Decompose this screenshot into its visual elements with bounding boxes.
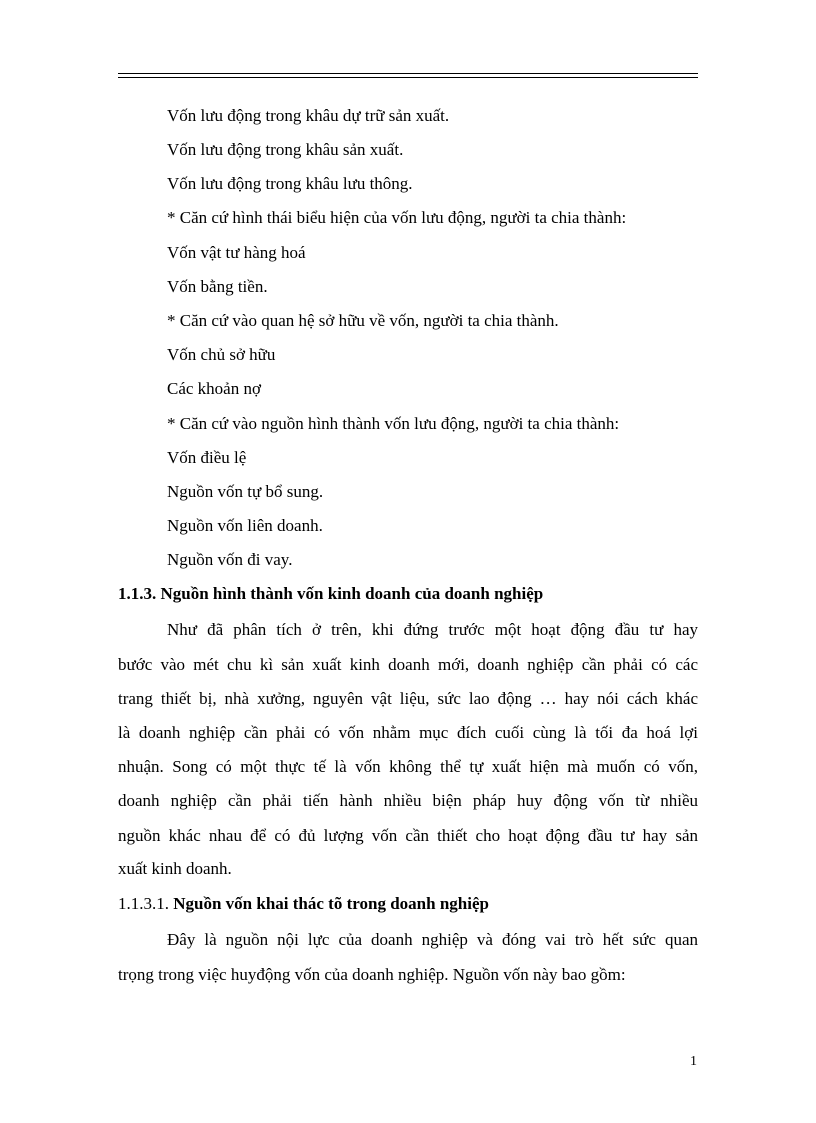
text-line: Nguồn vốn liên doanh. bbox=[167, 516, 323, 535]
text-line: * Căn cứ vào quan hệ sở hữu về vốn, người ta chia thành. bbox=[167, 311, 559, 330]
page-number: 1 bbox=[690, 1054, 697, 1069]
header-rule-bottom bbox=[118, 77, 698, 78]
paragraph-line: Đây là nguồn nội lực của doanh nghiệp và đóng vai trò hết sức quan bbox=[167, 930, 698, 949]
subsection-heading bbox=[118, 894, 489, 914]
text-line: * Căn cứ vào nguồn hình thành vốn lưu động, người ta chia thành: bbox=[167, 414, 620, 433]
text-line: Vốn bằng tiền. bbox=[167, 277, 268, 296]
subsection-title: Nguồn vốn khai thác tõ trong doanh nghiệp bbox=[173, 894, 489, 913]
text-line: Vốn lưu động trong khâu dự trữ sản xuất. bbox=[167, 106, 450, 125]
text-line: Nguồn vốn tự bổ sung. bbox=[167, 482, 324, 501]
subsection-number: 1.1.3.1. bbox=[118, 894, 169, 913]
text-line: Vốn điều lệ bbox=[167, 448, 247, 467]
text-line: * Căn cứ hình thái biểu hiện của vốn lưu động, người ta chia thành: bbox=[167, 208, 627, 227]
paragraph-line: là doanh nghiệp cần phải có vốn nhằm mục đích cuối cùng là tối đa hoá lợi bbox=[118, 723, 698, 742]
paragraph-line: Như đã phân tích ở trên, khi đứng trước một hoạt động đầu tư hay bbox=[167, 620, 698, 639]
text-line: Vốn lưu động trong khâu sản xuất. bbox=[167, 140, 404, 159]
paragraph-line: bước vào mét chu kì sản xuất kinh doanh mới, doanh nghiệp cần phải có các bbox=[118, 655, 698, 674]
paragraph-line: trọng trong việc huyđộng vốn của doanh nghiệp. Nguồn vốn này bao gồm: bbox=[118, 965, 626, 984]
header-rule-top bbox=[118, 73, 698, 74]
text-line: Nguồn vốn đi vay. bbox=[167, 550, 293, 569]
paragraph-line: doanh nghiệp cần phải tiến hành nhiều biện pháp huy động vốn từ nhiều bbox=[118, 791, 698, 810]
text-line: Các khoản nợ bbox=[167, 379, 261, 398]
paragraph-line: trang thiết bị, nhà xưởng, nguyên vật liệu, sức lao động … hay nói cách khác bbox=[118, 689, 698, 708]
paragraph-line: nguồn khác nhau để có đủ lượng vốn cần thiết cho hoạt động đầu tư hay sản bbox=[118, 826, 698, 845]
section-heading: 1.1.3. Nguồn hình thành vốn kinh doanh của doanh nghiệp bbox=[118, 584, 544, 603]
text-line: Vốn chủ sở hữu bbox=[167, 345, 276, 364]
text-line: Vốn vật tư hàng hoá bbox=[167, 243, 306, 262]
paragraph-line: xuất kinh doanh. bbox=[118, 859, 232, 878]
text-line: Vốn lưu động trong khâu lưu thông. bbox=[167, 174, 413, 193]
paragraph-line: nhuận. Song có một thực tế là vốn không thể tự xuất hiện mà muốn có vốn, bbox=[118, 757, 698, 776]
